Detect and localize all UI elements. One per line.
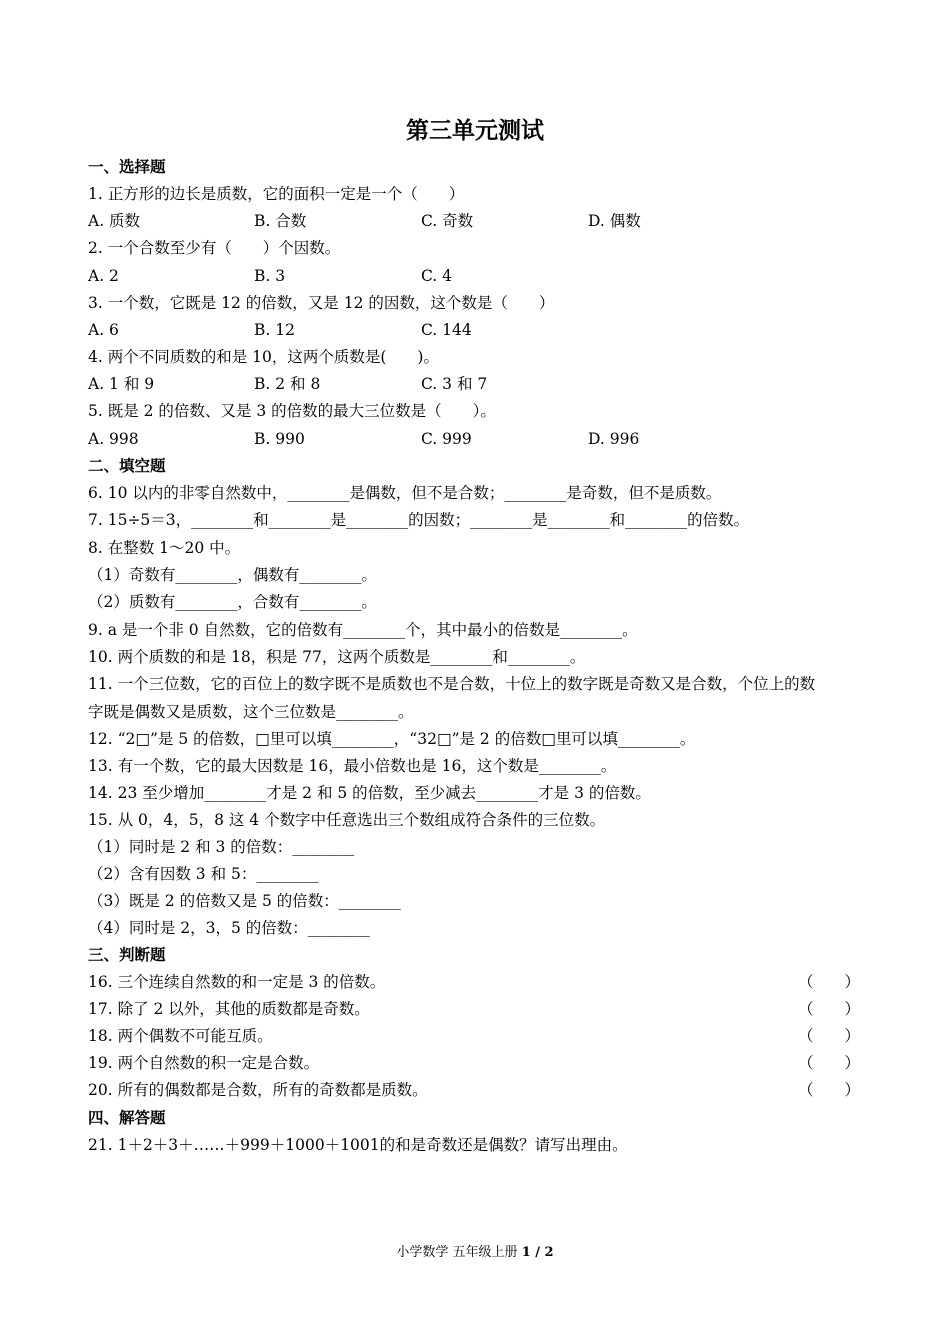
page-number: 1 / 2 <box>521 1245 554 1260</box>
q5-option-a: A. 998 <box>88 430 139 448</box>
answer-parentheses: （ ） <box>798 1054 861 1072</box>
q5-option-c: C. 999 <box>421 430 472 448</box>
question-9: 9. a 是一个非 0 自然数，它的倍数有________个，其中最小的倍数是________。 <box>88 621 638 639</box>
q2-option-c: C. 4 <box>421 267 453 285</box>
q1-option-b: B. 合数 <box>254 212 307 230</box>
q3-option-c: C. 144 <box>421 321 472 339</box>
question-19: 19. 两个自然数的积一定是合数。 <box>88 1054 320 1072</box>
section-heading: 二、填空题 <box>88 456 166 475</box>
question-4: 4. 两个不同质数的和是 10，这两个质数是( )。 <box>88 348 439 366</box>
question-8: 8. 在整数 1～20 中。 <box>88 539 241 557</box>
question-3: 3. 一个数，它既是 12 的倍数，又是 12 的因数，这个数是（ ） <box>88 294 555 312</box>
question-15-part-1: （1）同时是 2 和 3 的倍数：________ <box>88 838 355 856</box>
question-8-part-1: （1）奇数有________，偶数有________。 <box>88 566 377 584</box>
question-2: 2. 一个合数至少有（ ）个因数。 <box>88 239 341 257</box>
q1-option-a: A. 质数 <box>88 212 141 230</box>
question-10: 10. 两个质数的和是 18，积是 77，这两个质数是________和________。 <box>88 648 586 666</box>
q4-option-a: A. 1 和 9 <box>88 375 155 393</box>
question-5: 5. 既是 2 的倍数、又是 3 的倍数的最大三位数是（ ）。 <box>88 402 496 420</box>
answer-parentheses: （ ） <box>798 1027 861 1045</box>
q3-option-a: A. 6 <box>88 321 119 339</box>
page-footer <box>0 1244 950 1262</box>
question-6: 6. 10 以内的非零自然数中，________是偶数，但不是合数；________是奇数，但不是质数。 <box>88 484 722 502</box>
question-15-part-2: （2）含有因数 3 和 5：________ <box>88 865 319 883</box>
question-15-part-3: （3）既是 2 的倍数又是 5 的倍数：________ <box>88 892 401 910</box>
question-20: 20. 所有的偶数都是合数，所有的奇数都是质数。 <box>88 1081 428 1099</box>
footer-subject: 小学数学 五年级上册 <box>396 1245 522 1260</box>
section-heading: 三、判断题 <box>88 945 166 964</box>
question-15: 15. 从 0，4，5，8 这 4 个数字中任意选出三个数组成符合条件的三位数。 <box>88 811 606 829</box>
page-title: 第三单元测试 <box>406 117 544 144</box>
answer-parentheses: （ ） <box>798 1000 861 1018</box>
q5-option-d: D. 996 <box>588 430 640 448</box>
question-17: 17. 除了 2 以外，其他的质数都是奇数。 <box>88 1000 370 1018</box>
answer-parentheses: （ ） <box>798 973 861 991</box>
q1-option-d: D. 偶数 <box>588 212 641 230</box>
q3-option-b: B. 12 <box>254 321 295 339</box>
question-16: 16. 三个连续自然数的和一定是 3 的倍数。 <box>88 973 386 991</box>
question-18: 18. 两个偶数不可能互质。 <box>88 1027 273 1045</box>
question-14: 14. 23 至少增加________才是 2 和 5 的倍数，至少减去________才是 3 的倍数。 <box>88 784 651 802</box>
question-21: 21. 1＋2＋3＋……＋999＋1000＋1001的和是奇数还是偶数？请写出理由。 <box>88 1136 628 1154</box>
question-11-line-1: 11. 一个三位数，它的百位上的数字既不是质数也不是合数，十位上的数字既是奇数又是合数，个位上的数 <box>88 675 816 693</box>
answer-parentheses: （ ） <box>798 1081 861 1099</box>
q4-option-c: C. 3 和 7 <box>421 375 488 393</box>
question-1: 1. 正方形的边长是质数，它的面积一定是一个（ ） <box>88 185 465 203</box>
section-heading: 四、解答题 <box>88 1108 166 1127</box>
q2-option-a: A. 2 <box>88 267 119 285</box>
q4-option-b: B. 2 和 8 <box>254 375 321 393</box>
question-11-line-2: 字既是偶数又是质数，这个三位数是________。 <box>88 703 414 721</box>
section-heading: 一、选择题 <box>88 157 166 176</box>
question-13: 13. 有一个数，它的最大因数是 16，最小倍数也是 16，这个数是________。 <box>88 757 617 775</box>
question-12: 12. “2□”是 5 的倍数，□里可以填________，“32□”是 2 的倍数□里可以填________。 <box>88 730 696 748</box>
q5-option-b: B. 990 <box>254 430 305 448</box>
question-7: 7. 15÷5＝3，________和________是________的因数；________是________和________的倍数。 <box>88 511 750 529</box>
q1-option-c: C. 奇数 <box>421 212 474 230</box>
question-8-part-2: （2）质数有________，合数有________。 <box>88 593 377 611</box>
q2-option-b: B. 3 <box>254 267 286 285</box>
question-15-part-4: （4）同时是 2，3，5 的倍数：________ <box>88 919 370 937</box>
